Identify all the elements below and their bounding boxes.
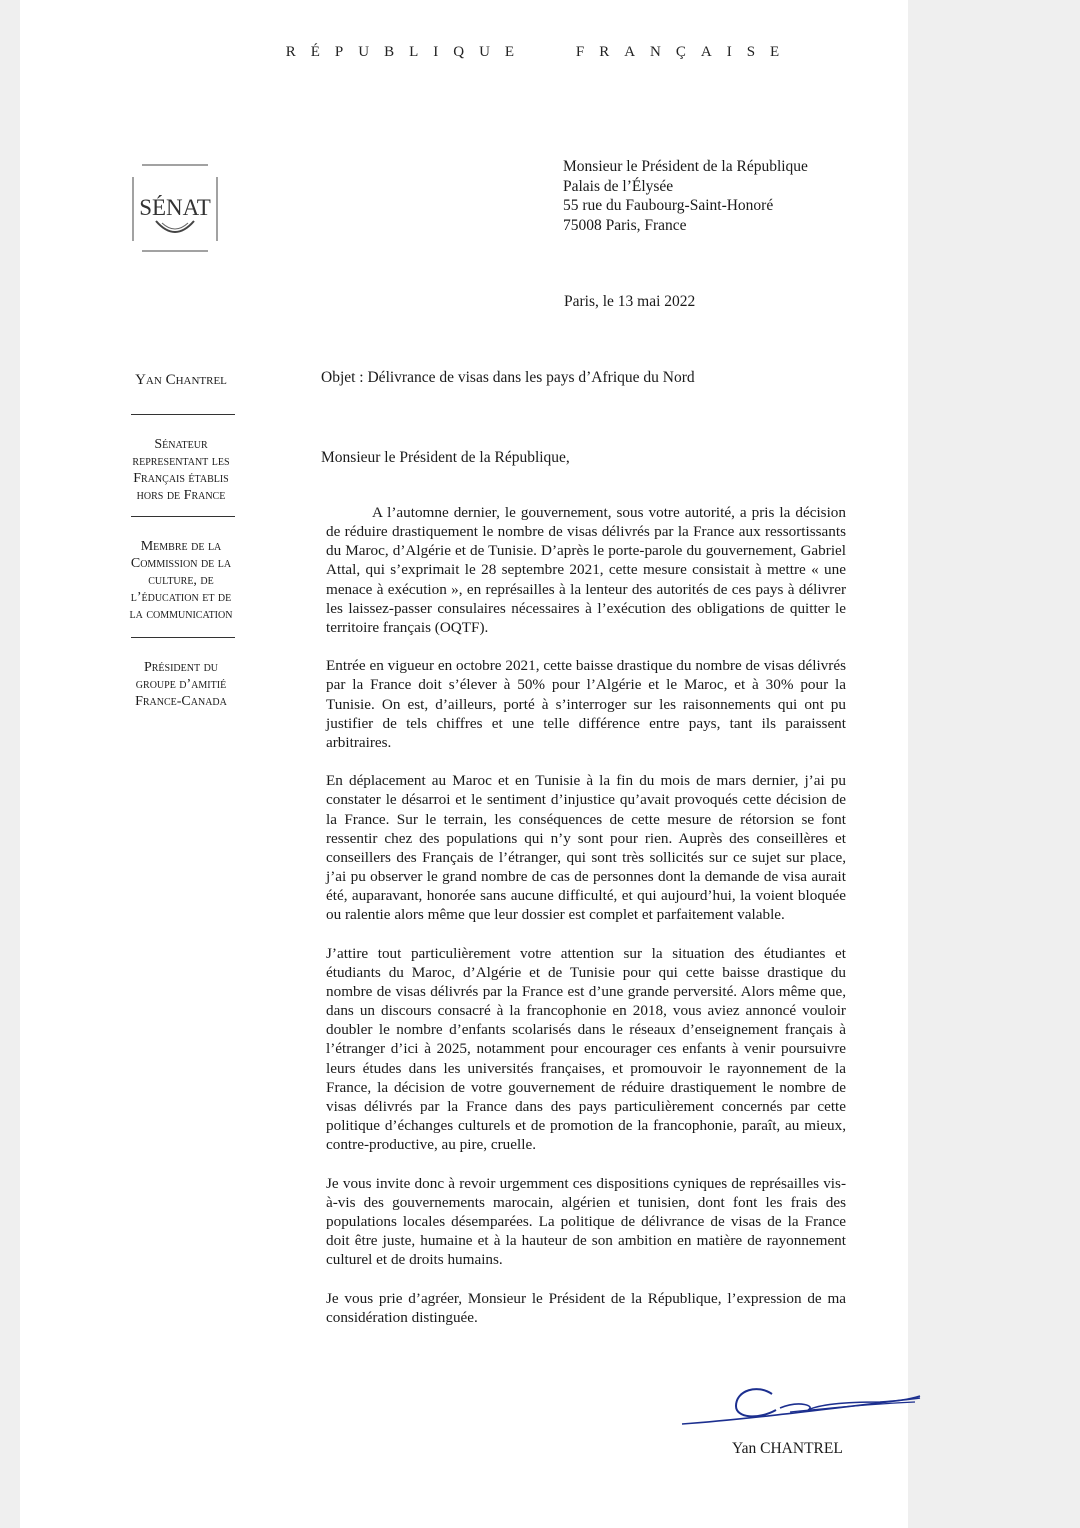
letter-body <box>326 503 846 1346</box>
recipient-line: 75008 Paris, France <box>563 216 687 234</box>
role-line: hors de France <box>136 488 226 503</box>
role-line: Président du <box>143 660 219 675</box>
recipient-line: 55 rue du Faubourg-Saint-Honoré <box>563 197 774 215</box>
role-line: France-Canada <box>135 694 227 709</box>
role-line: culture, de <box>148 573 214 588</box>
closing-paragraph: Je vous prie d’agréer, Monsieur le Président de la République, l’expression de ma considération distinguée. <box>326 1289 846 1326</box>
body-paragraph: Entrée en vigueur en octobre 2021, cette baisse drastique du nombre de visas délivrés par la France doit s’élever à 50% pour l’Algérie et le Maroc, et à 30% pour la Tunisie. On est, d’ailleurs, porté à s’interroger sur les raisonnements qui ont pu justifier de tels chiffres et une telle différence entre pays, tant ils paraissent arbitraires. <box>326 657 846 751</box>
divider <box>131 516 235 517</box>
senat-logo-icon <box>130 163 220 253</box>
body-paragraph: Je vous invite donc à revoir urgemment ces dispositions cyniques de représailles vis-à-vis des gouvernements marocain, algérien et tunisien, dont font les frais des populations locales désemparées. La politique de délivrance de visas de la France doit être juste, humaine et à la hauteur de son ambition en matière de rayonnement culturel et de droits humains. <box>326 1174 846 1269</box>
role-line: representant les <box>132 454 230 469</box>
role-line: Français établis <box>133 471 229 486</box>
svg-text:SÉNAT: SÉNAT <box>139 195 211 220</box>
sender-role-commission <box>100 538 262 623</box>
role-line: Membre de la <box>140 539 222 554</box>
senat-logo <box>130 163 220 253</box>
republic-word-2: FRANÇAISE <box>575 44 795 60</box>
letter-salutation: Monsieur le Président de la République, <box>321 449 570 466</box>
body-paragraph: En déplacement au Maroc et en Tunisie à la fin du mois de mars dernier, j’ai pu constater le désarroi et le sentiment d’injustice qu’avait provoqués cette décision de la France. Sur le terrain, les conséquences de cette mesure de rétorsion se font ressentir chez des populations qui n’y sont pour rien. Auprès des conseillères et conseillers des Français de l’étranger, qui sont très sollicités sur ce sujet sur place, j’ai pu observer le grand nombre de cas de personnes dont la demande de visa aurait été, auparavant, honorée sans aucune difficulté, et qui aujourd’hui, la voient bloquée ou ralentie alors même que leur dossier est complet et parfaitement valable. <box>326 772 846 924</box>
role-line: groupe d’amitié <box>135 677 227 692</box>
role-line: Commission de la <box>130 556 232 571</box>
republic-word-1: RÉPUBLIQUE <box>285 44 530 60</box>
sender-name: Yan Chantrel <box>135 372 227 388</box>
role-line: la communication <box>129 607 233 622</box>
letter-object: Objet : Délivrance de visas dans les pays d’Afrique du Nord <box>321 369 695 386</box>
body-paragraph: A l’automne dernier, le gouvernement, sous votre autorité, a pris la décision de réduire drastiquement le nombre de visas délivrés par la France aux ressortissants du Maroc, d’Algérie et de Tunisie. D’après le porte-parole du gouvernement, Gabriel Attal, qui s’exprimait le 28 septembre 2021, cette mesure consistait à mettre « une menace à exécution », en représailles à la lenteur des autorités de ces pays à délivrer les laissez-passer consulaires nécessaires à l’exécution des obligations de quitter le territoire français (OQTF). <box>326 504 846 636</box>
recipient-line: Palais de l’Élysée <box>563 177 674 195</box>
body-paragraph: J’attire tout particulièrement votre attention sur la situation des étudiantes et étudiants du Maroc, d’Algérie et de Tunisie pour qui cette baisse drastique du nombre de visas délivrés par la France est d’une grande perversité. Alors même que, dans un discours consacré à la francophonie en 2018, vous aviez annoncé vouloir doubler le nombre d’enfants scolarisés dans le réseaux d’enseignement français à l’étranger d’ici à 2025, notamment pour encourager ces enfants à venir poursuivre leurs études dans les universités françaises, et promouvoir le rayonnement de la France, la décision de votre gouvernement de réduire drastiquement le nombre de visas délivrés par la France dans des pays particulièrement concernés par cette politique d’échanges culturels et de promotion de la francophonie, paraît, au mieux, contre-productive, au pire, cruelle. <box>326 944 846 1154</box>
sender-role-senator <box>100 436 262 504</box>
recipient-line: Monsieur le Président de la République <box>563 158 808 175</box>
signature-icon <box>680 1380 930 1430</box>
role-line: Sénateur <box>154 437 208 452</box>
divider <box>131 637 235 638</box>
signer-name: Yan CHANTREL <box>732 1440 843 1457</box>
letter-date: Paris, le 13 mai 2022 <box>564 293 696 310</box>
divider <box>131 414 235 415</box>
role-line: l’éducation et de <box>130 590 232 605</box>
handwritten-signature <box>680 1380 930 1430</box>
sender-role-friendship-group <box>100 659 262 710</box>
republic-header <box>0 44 1080 61</box>
recipient-address <box>563 157 808 235</box>
